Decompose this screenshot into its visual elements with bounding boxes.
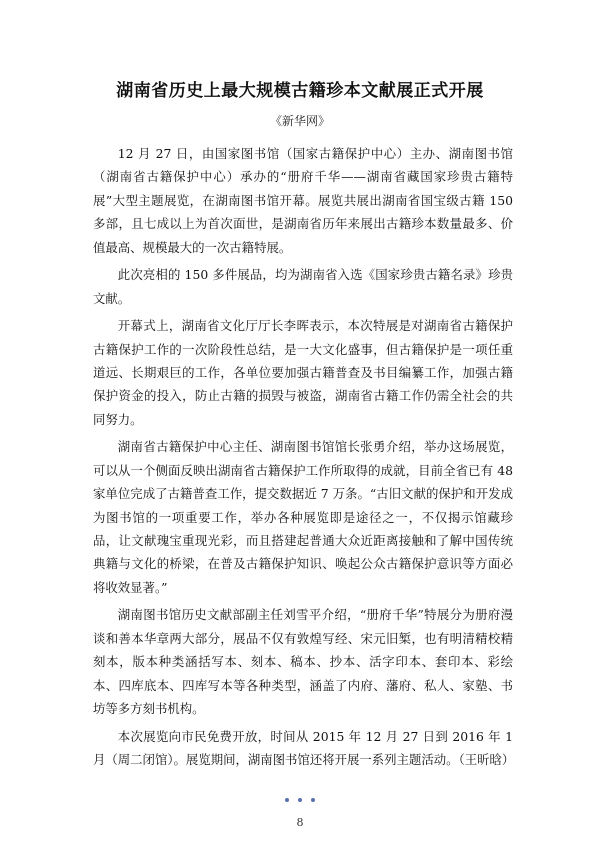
- dot-icon: [285, 798, 289, 802]
- paragraph: 湖南图书馆历史文献部副主任刘雪平介绍，“册府千华”特展分为册府漫谈和善本华章两大部分，展品不仅有敦煌写经、宋元旧椠，也有明清精校精刻本，版本种类涵括写本、刻本、稿本、抄本、活字印本、套印本、彩绘本、四库底本、四库写本等各种类型，涵盖了内府、藩府、私人、家塾、书坊等多方刻书机构。: [93, 607, 513, 717]
- paragraph: 湖南省古籍保护中心主任、湖南图书馆馆长张勇介绍，举办这场展览，可以从一个侧面反映出湖南省古籍保护工作所取得的成就，目前全省已有 48 家单位完成了古籍普查工作，提交数据近 7 万条。“古旧文献的保护和开发成为图书馆的一项重要工作，举办各种展览即是途径之一，不仅揭示馆藏珍品，让文献瑰宝重现光彩，而且搭建起普通大众近距离接触和了解中国传统典籍与文化的桥梁，在普及古籍保护知识、唤起公众古籍保护意识等方面必将收效显著。”: [93, 439, 513, 595]
- article-title: 湖南省历史上最大规模古籍珍本文献展正式开展: [116, 81, 484, 101]
- page-footer: [0, 798, 600, 829]
- paragraph: 开幕式上，湖南省文化厅厅长李晖表示，本次特展是对湖南省古籍保护古籍保护工作的一次阶段性总结，是一大文化盛事，但古籍保护是一项任重道远、长期艰巨的工作，各单位要加强古籍普查及书目编纂工作，加强古籍保护资金的投入，防止古籍的损毁与被盗，湖南省古籍工作仍需全社会的共同努力。: [93, 318, 513, 427]
- paragraph: 12 月 27 日，由国家图书馆（国家古籍保护中心）主办、湖南图书馆（湖南省古籍保护中心）承办的“册府千华——湖南省藏国家珍贵古籍特展”大型主题展览，在湖南图书馆开幕。展览共展出湖南省国宝级古籍 150 多部，且七成以上为首次面世，是湖南省历年来展出古籍珍本数量最多、价值最高、规模最大的一次古籍特展。: [93, 146, 513, 255]
- dot-icon: [311, 798, 315, 802]
- paragraph: 此次亮相的 150 多件展品，均为湖南省入选《国家珍贵古籍名录》珍贵文献。: [93, 267, 513, 306]
- article-body: [93, 142, 513, 776]
- paragraph: 本次展览向市民免费开放，时间从 2015 年 12 月 27 日到 2016 年 1 月（周二闭馆）。展览期间，湖南图书馆还将开展一系列主题活动。（王昕晗）: [93, 728, 515, 768]
- page-number: 8: [296, 816, 304, 829]
- dot-icon: [298, 798, 302, 802]
- three-dots-icon: [283, 798, 317, 804]
- article-source: 《新华网》: [269, 114, 330, 128]
